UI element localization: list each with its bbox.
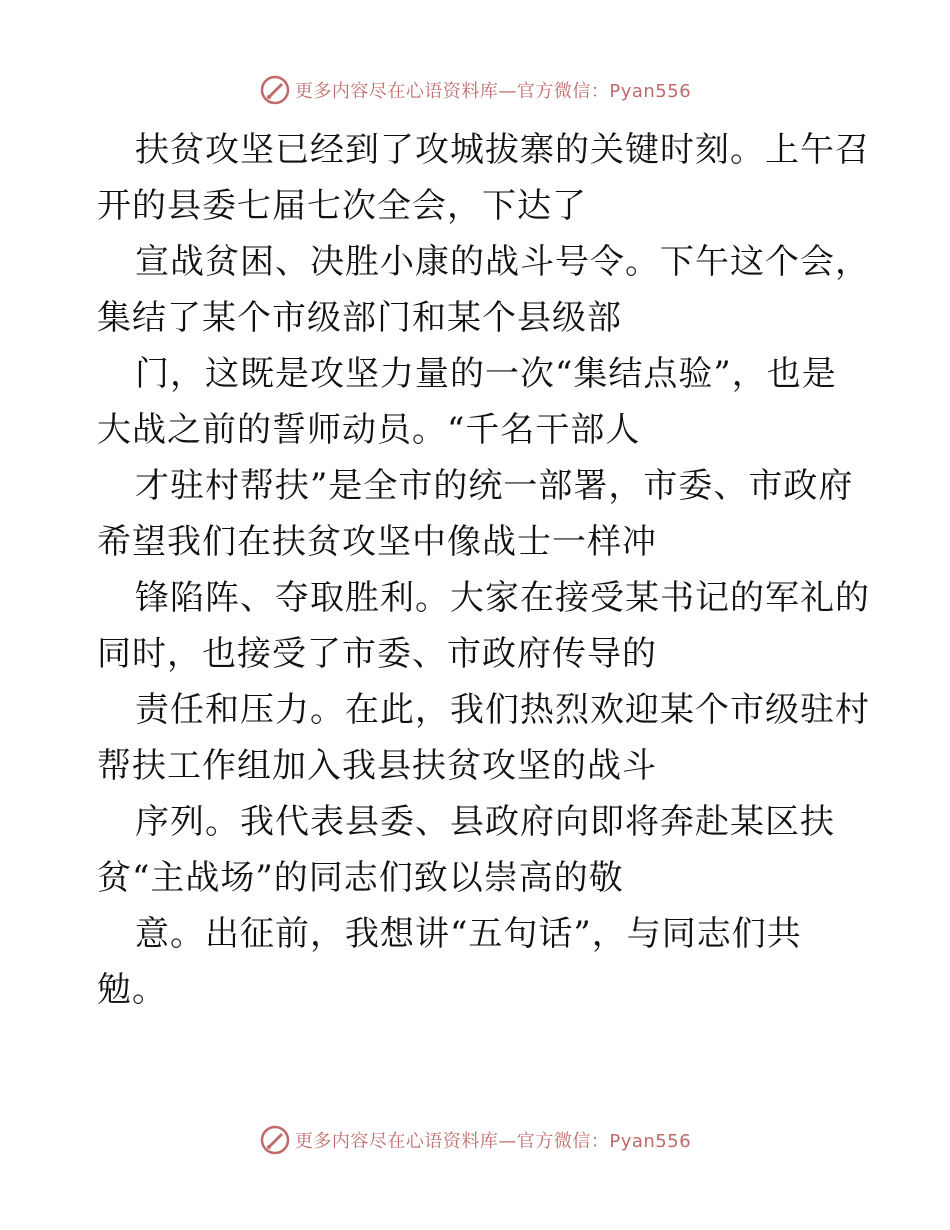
banner-text: 更多内容尽在心语资料库—官方微信：Pyan556 <box>294 1131 692 1152</box>
paragraph-line: 锋陷阵、夺取胜利。大家在接受某书记的军礼的 <box>135 578 870 618</box>
paragraph-line: 大战之前的誓师动员。“千名干部人 <box>97 410 641 450</box>
paragraph-line: 才驻村帮扶”是全市的统一部署，市委、市政府 <box>135 466 854 506</box>
paragraph-line: 宣战贫困、决胜小康的战斗号令。下午这个会， <box>135 242 870 282</box>
paragraph-line: 意。出征前，我想讲“五句话”，与同志们共 <box>135 914 802 954</box>
paragraph-line: 开的县委七届七次全会，下达了 <box>97 186 587 226</box>
paragraph-line: 扶贫攻坚已经到了攻城拔寨的关键时刻。上午召 <box>135 130 870 170</box>
paragraph-line: 责任和压力。在此，我们热烈欢迎某个市级驻村 <box>135 690 870 730</box>
header-banner <box>0 70 950 110</box>
paragraph-line: 帮扶工作组加入我县扶贫攻坚的战斗 <box>97 746 657 786</box>
paragraph-line: 集结了某个市级部门和某个县级部 <box>97 298 622 338</box>
quill-emblem-icon <box>259 74 291 106</box>
paragraph-line: 序列。我代表县委、县政府向即将奔赴某区扶 <box>135 802 835 842</box>
paragraph-line: 希望我们在扶贫攻坚中像战士一样冲 <box>97 522 657 562</box>
paragraph-line: 贫“主战场”的同志们致以崇高的敬 <box>97 858 624 898</box>
banner-text: 更多内容尽在心语资料库—官方微信：Pyan556 <box>294 81 692 102</box>
document-body <box>97 122 870 1018</box>
quill-emblem-icon <box>259 1124 291 1156</box>
paragraph-line: 同时，也接受了市委、市政府传导的 <box>97 634 657 674</box>
paragraph-line: 勉。 <box>97 970 167 1010</box>
paragraph-line: 门，这既是攻坚力量的一次“集结点验”，也是 <box>135 354 837 394</box>
footer-banner <box>0 1120 950 1160</box>
